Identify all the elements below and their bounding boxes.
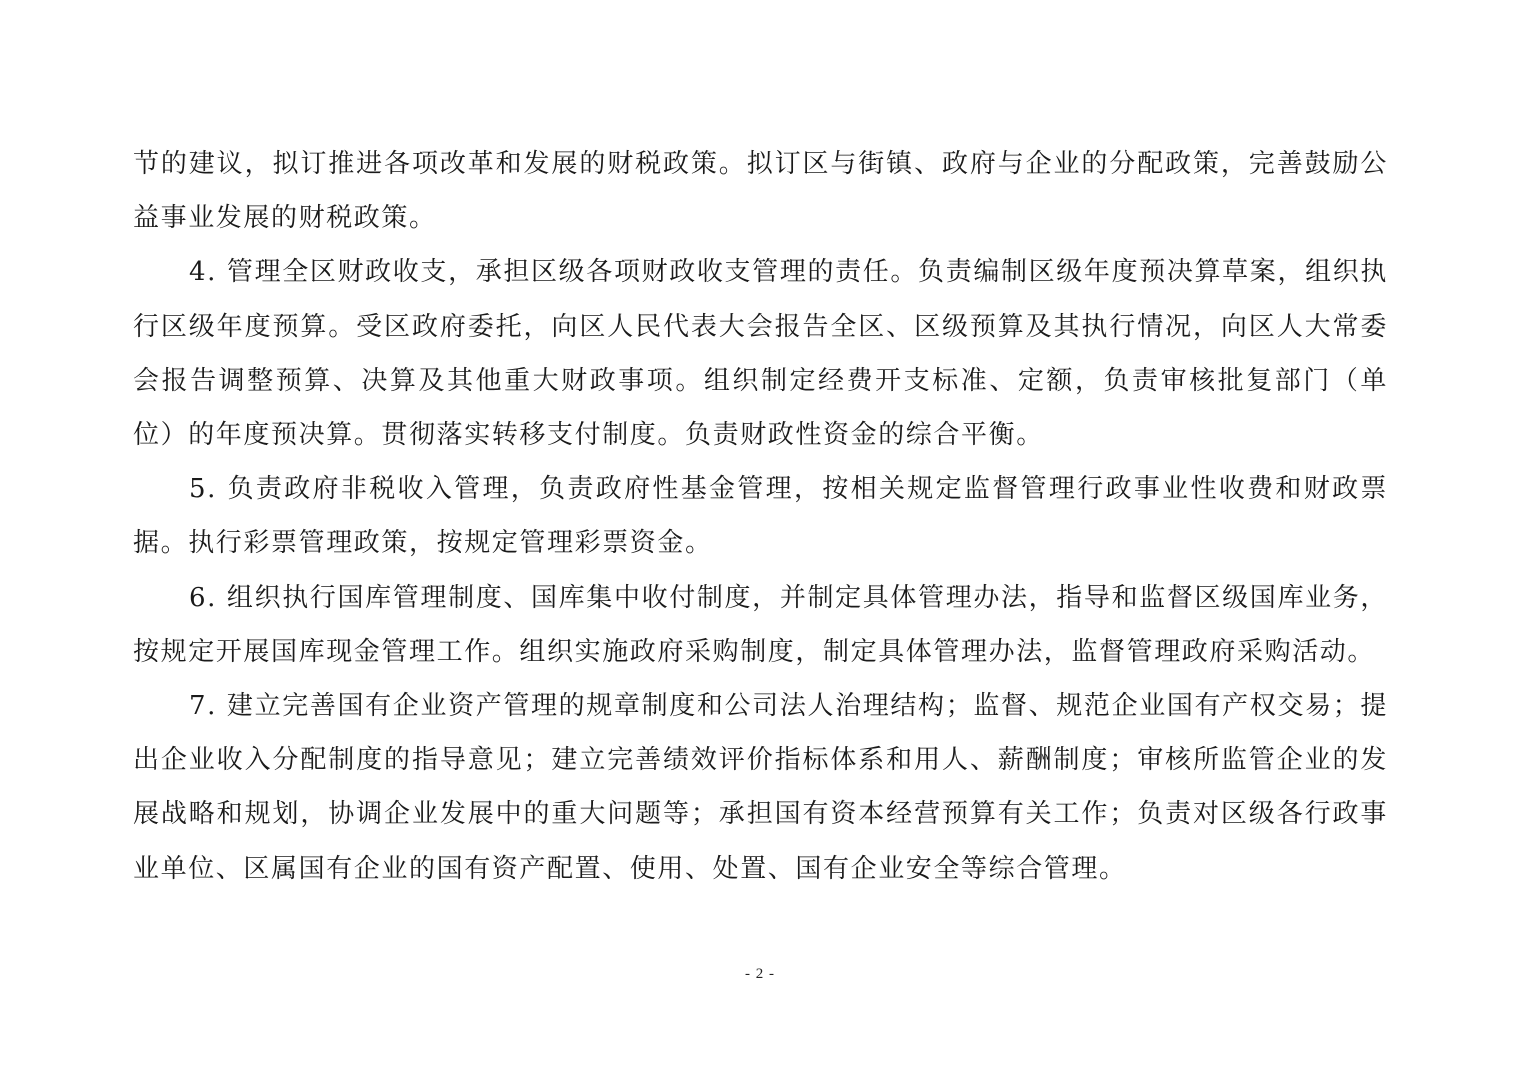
paragraph-continuation: 节的建议，拟订推进各项改革和发展的财税政策。拟订区与街镇、政府与企业的分配政策，完善鼓励公益事业发展的财税政策。	[133, 149, 1388, 234]
paragraph-item-7: 7. 建立完善国有企业资产管理的规章制度和公司法人治理结构；监督、规范企业国有产权交易；提出企业收入分配制度的指导意见；建立完善绩效评价指标体系和用人、薪酬制度；审核所监管企业的发展战略和规划，协调企业发展中的重大问题等；承担国有资本经营预算有关工作；负责对区级各行政事业单位、区属国有企业的国有资产配置、使用、处置、国有企业安全等综合管理。	[133, 691, 1388, 884]
document-body	[133, 137, 1388, 896]
paragraph-item-6: 6. 组织执行国库管理制度、国库集中收付制度，并制定具体管理办法，指导和监督区级国库业务，按规定开展国库现金管理工作。组织实施政府采购制度，制定具体管理办法，监督管理政府采购活动。	[133, 582, 1388, 667]
paragraph-item-5: 5. 负责政府非税收入管理，负责政府性基金管理，按相关规定监督管理行政事业性收费和财政票据。执行彩票管理政策，按规定管理彩票资金。	[133, 474, 1388, 559]
page-number: - 2 -	[745, 966, 775, 982]
paragraph-item-4: 4. 管理全区财政收支，承担区级各项财政收支管理的责任。负责编制区级年度预决算草案，组织执行区级年度预算。受区政府委托，向区人民代表大会报告全区、区级预算及其执行情况，向区人大常委会报告调整预算、决算及其他重大财政事项。组织制定经费开支标准、定额，负责审核批复部门（单位）的年度预决算。贯彻落实转移支付制度。负责财政性资金的综合平衡。	[133, 257, 1388, 451]
